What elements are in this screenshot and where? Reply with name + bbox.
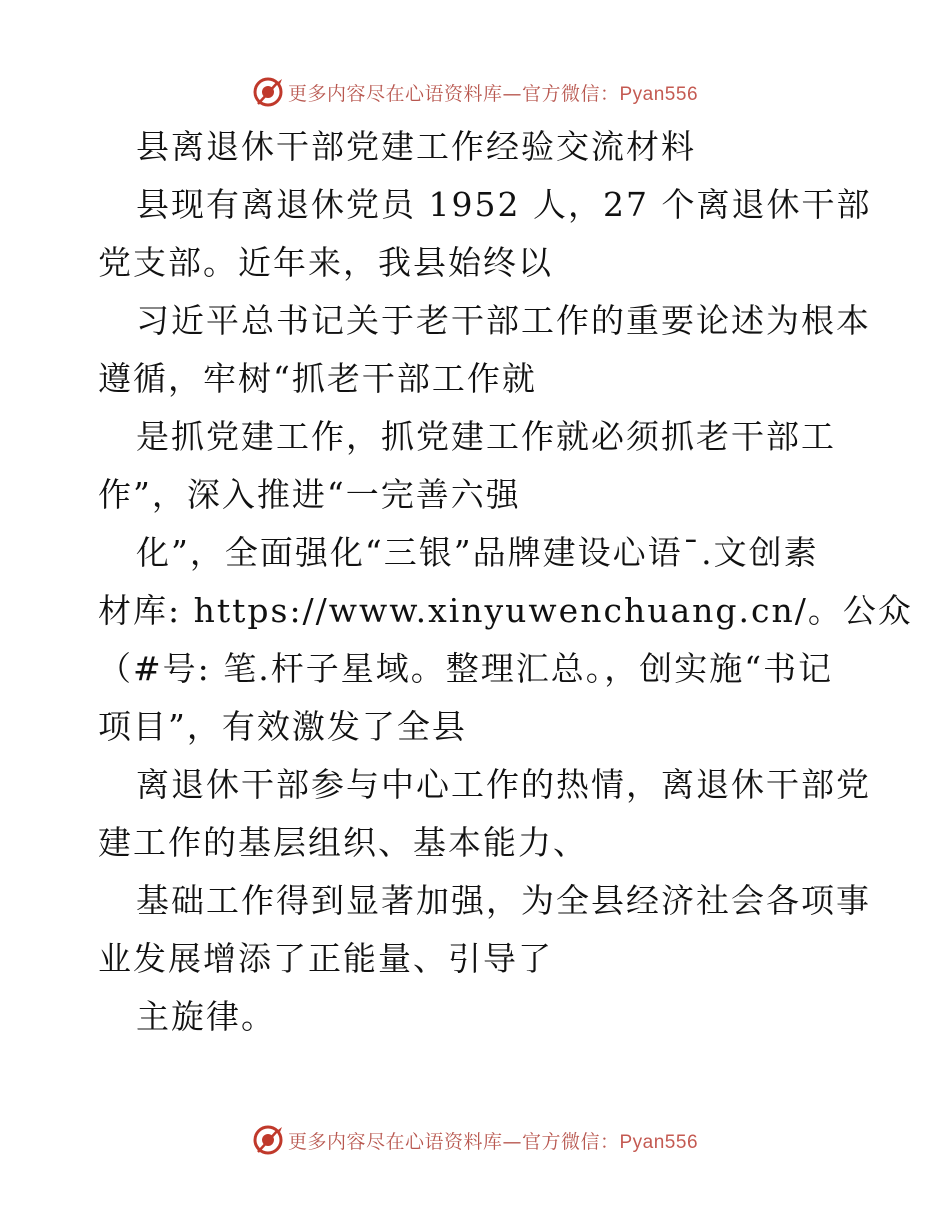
document-line: 业发展增添了正能量、引导了 [98, 939, 553, 978]
document-line: 建工作的基层组织、基本能力、 [98, 823, 588, 862]
document-line: 主旋律。 [136, 997, 276, 1036]
document-line: 党支部。近年来，我县始终以 [98, 243, 553, 282]
watermark-separator: — [502, 1130, 522, 1153]
watermark-text [288, 1127, 698, 1154]
quill-logo-icon [252, 1124, 284, 1156]
document-line: 项目”，有效激发了全县 [98, 707, 467, 746]
document-line: 遵循，牢树“抓老干部工作就 [98, 359, 537, 398]
quill-logo-icon [252, 76, 284, 108]
header-watermark [0, 72, 950, 112]
document-line: 材库: https://www.xinyuwenchuang.cn/。公众 [98, 591, 913, 630]
document-line: 县现有离退休党员 1952 人，27 个离退休干部 [136, 185, 872, 224]
document-line: 作”，深入推进“一完善六强 [98, 475, 521, 514]
document-line: 化”，全面强化“三银”品牌建设心语¯.文创素 [136, 533, 819, 572]
watermark-wechat-id: Pyan556 [619, 83, 699, 105]
document-body [98, 118, 913, 1046]
document-line: 是抓党建工作，抓党建工作就必须抓老干部工 [136, 417, 836, 456]
watermark-main-text: 更多内容尽在心语资料库 [287, 82, 503, 105]
document-line: （#号: 笔.杆子星域。整理汇总。，创实施“书记 [98, 649, 834, 688]
document-line: 县离退休干部党建工作经验交流材料 [136, 127, 696, 166]
footer-watermark [0, 1120, 950, 1160]
document-line: 离退休干部参与中心工作的热情，离退休干部党 [136, 765, 871, 804]
watermark-wechat-label: 官方微信： [521, 1130, 620, 1153]
watermark-wechat-id: Pyan556 [619, 1131, 699, 1153]
watermark-text [288, 79, 698, 106]
watermark-separator: — [502, 82, 522, 105]
watermark-wechat-label: 官方微信： [521, 82, 620, 105]
document-line: 习近平总书记关于老干部工作的重要论述为根本 [136, 301, 871, 340]
document-line: 基础工作得到显著加强，为全县经济社会各项事 [136, 881, 871, 920]
watermark-main-text: 更多内容尽在心语资料库 [287, 1130, 503, 1153]
